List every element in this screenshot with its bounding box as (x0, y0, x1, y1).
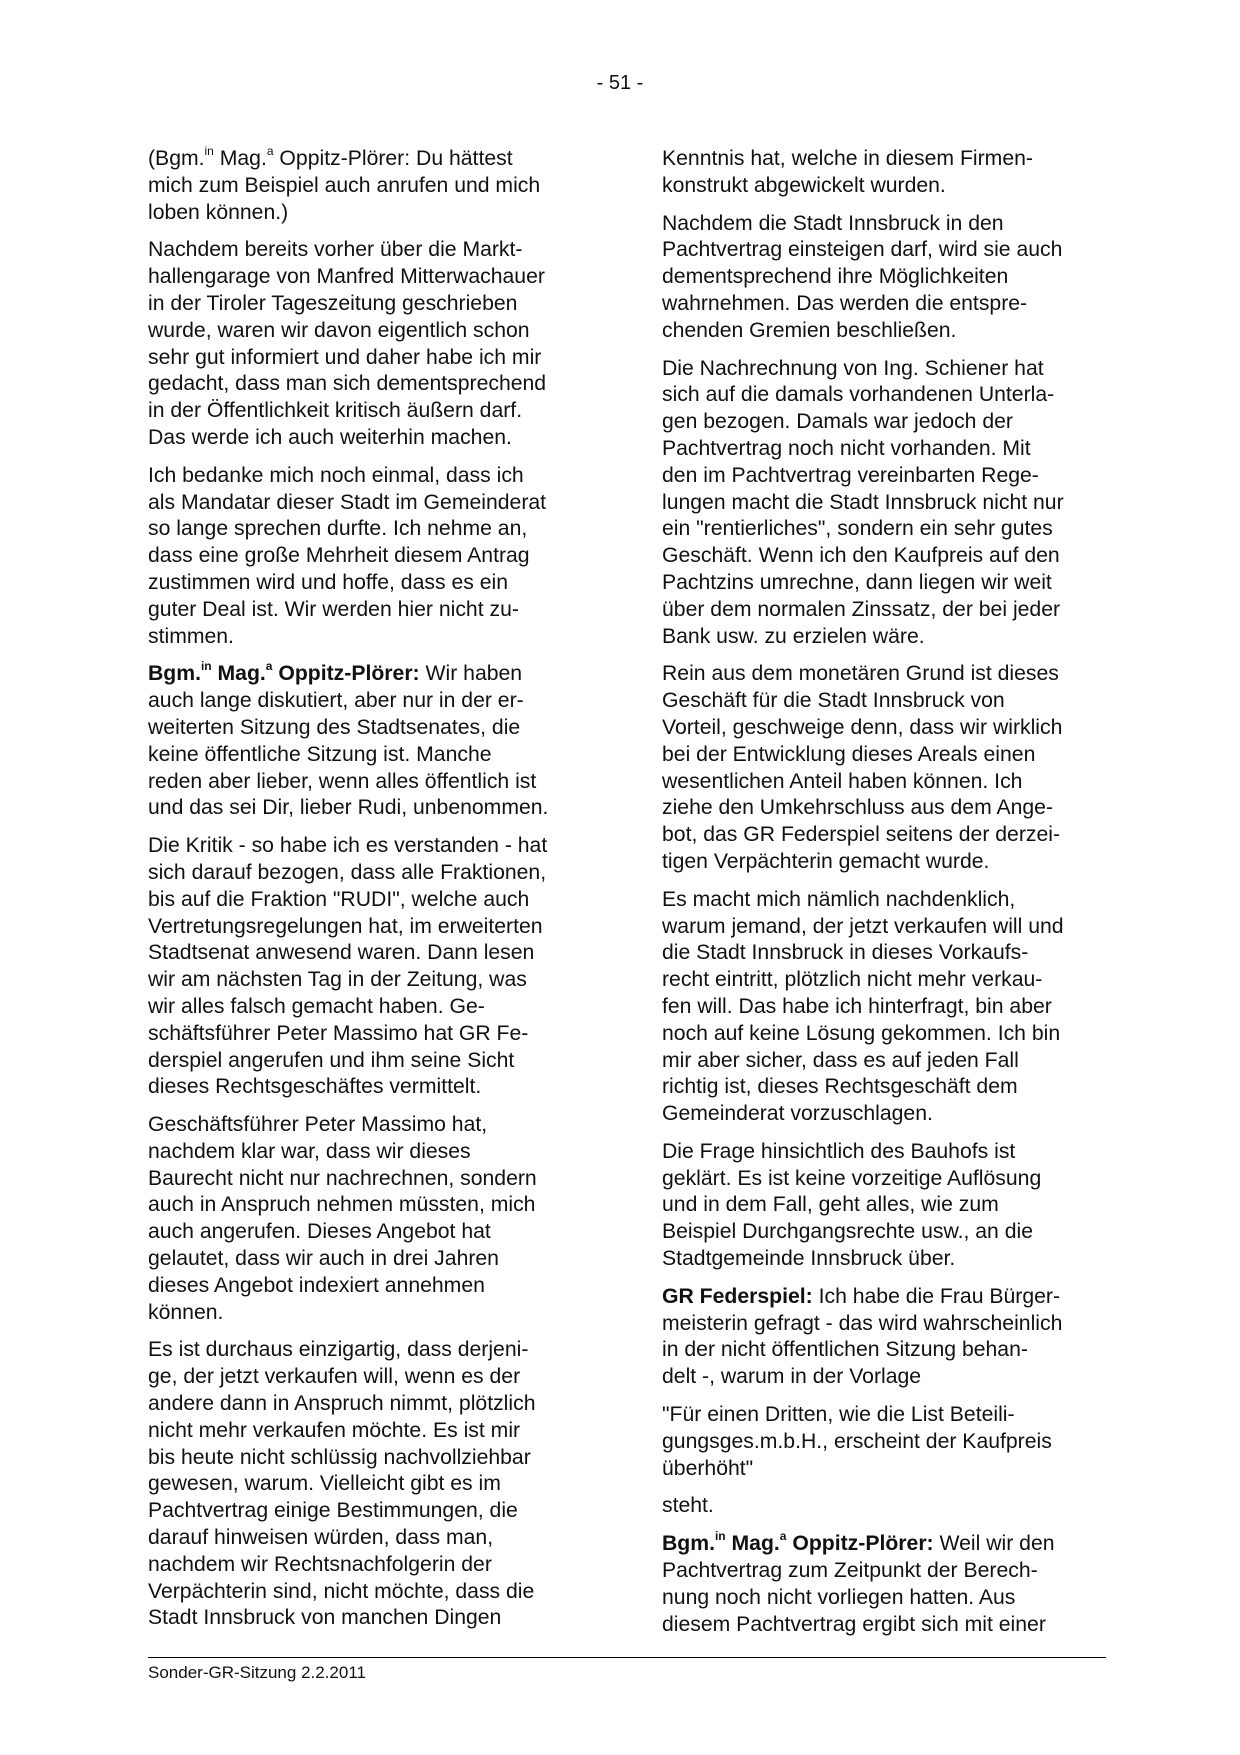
speech-text: Weil wir den Pachtvertrag zum Zeitpunkt der Berech- nung noch nicht vorliegen hatten. Aus diesem Pachtvertrag ergibt sich mit einer (662, 1532, 1055, 1636)
paragraph: Die Kritik - so habe ich es verstanden - hat sich darauf bezogen, dass alle Fraktionen, bis auf die Fraktion "RUDI", welche auch Vertretungsregelungen hat, im erweiterten Stadtsenat anwesend waren. Dann lesen wir am nächsten Tag in der Zeitung, was wir alles falsch gemacht haben. Ge- schäftsführer Peter Massimo hat GR Fe- derspiel angerufen und ihm seine Sicht dieses Rechtsgeschäftes vermittelt. (148, 834, 548, 1099)
right-column (662, 146, 1106, 1649)
speech-text: Ich habe die Frau Bürger- meisterin gefragt - das wird wahrscheinlich in der nicht öffentlichen Sitzung behan- delt -, warum in der Vorlage (662, 1284, 1063, 1389)
speaker-mid: Mag. (211, 662, 266, 686)
speech-text: Wir haben auch lange diskutiert, aber nur in der er- weiterten Sitzung des Stadtsenates, die keine öffentliche Sitzung ist. Manche reden aber lieber, wenn alles öffentlich ist und das sei Dir, lieber Rudi, unbenommen. (148, 662, 549, 820)
superscript-a: a (779, 1529, 787, 1544)
paragraph: Nachdem die Stadt Innsbruck in den Pachtvertrag einsteigen darf, wird sie auch dementsprechend ihre Möglichkeiten wahrnehmen. Das werden die entspre- chenden Gremien beschließen. (662, 211, 1063, 342)
speaker-name: Oppitz-Plörer: (272, 662, 420, 686)
paragraph-speech (662, 1284, 1106, 1391)
footer-divider (148, 1657, 1106, 1658)
paragraph: Kenntnis hat, welche in diesem Firmen- konstrukt abgewickelt wurden. (662, 147, 1033, 197)
paragraph: Die Frage hinsichtlich des Bauhofs ist geklärt. Es ist keine vorzeitige Auflösung und in dem Fall, geht alles, wie zum Beispiel Durchgangsrechte usw., an die Stadtgemeinde Innsbruck über. (662, 1139, 1042, 1271)
interjection-mid: Mag. (213, 147, 267, 170)
superscript-in: in (714, 1529, 726, 1544)
interjection-rest: Oppitz-Plörer: Du hättest mich zum Beispiel auch anrufen und mich loben können.) (148, 147, 541, 224)
paragraph-speech (148, 661, 588, 822)
paragraph: Die Nachrechnung von Ing. Schiener hat sich auf die damals vorhandenen Unterla- gen bezogen. Damals war jedoch der Pachtvertrag noch nicht vorhanden. Mit den im Pachtvertrag vereinbarten Rege- lungen macht die Stadt Innsbruck nicht nur ein "rentierliches", sondern ein sehr gutes Geschäft. Wenn ich den Kaufpreis auf den Pachtzins umrechne, dann liegen wir weit über dem normalen Zinssatz, der bei jeder Bank usw. zu erzielen wäre. (662, 356, 1064, 648)
speaker-label (148, 659, 420, 686)
paragraph: Geschäftsführer Peter Massimo hat, nachdem klar war, dass wir dieses Baurecht nicht nur nachrechnen, sondern auch in Anspruch nehmen müssten, mich auch angerufen. Dieses Angebot hat gelautet, dass wir auch in drei Jahren dieses Angebot indexiert annehmen können. (148, 1113, 537, 1324)
superscript-in: in (204, 143, 214, 158)
left-column (148, 143, 588, 1643)
quotation: "Für einen Dritten, wie die List Beteili- gungsges.m.b.H., erscheint der Kaufpreis überhöht" (662, 1403, 1052, 1480)
page-number: - 51 - (596, 72, 644, 94)
interjection-open: (Bgm. (148, 147, 205, 170)
paragraph: steht. (662, 1494, 714, 1518)
paragraph-interjection (148, 143, 588, 226)
speaker-mid: Mag. (725, 1532, 780, 1556)
paragraph: Nachdem bereits vorher über die Markt- hallengarage von Manfred Mitterwachauer in der Tiroler Tageszeitung geschrieben wurde, waren wir davon eigentlich schon sehr gut informiert und daher habe ich mir gedacht, dass man sich dementsprechend in der Öffentlichkeit kritisch äußern darf. Das werde ich auch weiterhin machen. (148, 238, 547, 449)
paragraph-speech (662, 1531, 1106, 1638)
paragraph: Rein aus dem monetären Grund ist dieses Geschäft für die Stadt Innsbruck von Vorteil, geschweige denn, dass wir wirklich bei der Entwicklung dieses Areals einen wesentlichen Anteil haben können. Ich ziehe den Umkehrschluss aus dem Ange- bot, das GR Federspiel seitens der derzei- tigen Verpächterin gemacht wurde. (662, 662, 1063, 873)
paragraph: Es ist durchaus einzigartig, dass derjeni- ge, der jetzt verkaufen will, wenn es der andere dann in Anspruch nimmt, plötzlich nicht mehr verkaufen möchte. Es ist mir bis heute nicht schlüssig nachvollziehbar gewesen, warum. Vielleicht gibt es im Pachtvertrag einige Bestimmungen, die darauf hinweisen würden, dass man, nachdem wir Rechtsnachfolgerin der Verpächterin sind, nicht möchte, dass die Stadt Innsbruck von manchen Dingen (148, 1338, 536, 1630)
superscript-a: a (266, 143, 274, 158)
speaker-label: GR Federspiel: (662, 1284, 813, 1308)
paragraph: Ich bedanke mich noch einmal, dass ich als Mandatar dieser Stadt im Gemeinderat so lange sprechen durfte. Ich nehme an, dass eine große Mehrheit diesem Antrag zustimmen wird und hoffe, dass es ein guter Deal ist. Wir werden hier nicht zu- stimmen. (148, 463, 547, 648)
superscript-a: a (265, 659, 273, 674)
speaker-prefix: Bgm. (148, 662, 201, 686)
speaker-name: Oppitz-Plörer: (786, 1532, 934, 1556)
speaker-label (662, 1529, 934, 1556)
speaker-prefix: Bgm. (662, 1532, 715, 1556)
footer-text: Sonder-GR-Sitzung 2.2.2011 (148, 1663, 366, 1682)
superscript-in: in (200, 659, 212, 674)
paragraph: Es macht mich nämlich nachdenklich, warum jemand, der jetzt verkaufen will und die Stadt Innsbruck in dieses Vorkaufs- recht eintritt, plötzlich nicht mehr verkau- fen will. Das habe ich hinterfragt, bin aber noch auf keine Lösung gekommen. Ich bin mir aber sicher, dass es auf jeden Fall richtig ist, dieses Rechtsgeschäft dem Gemeinderat vorzuschlagen. (662, 887, 1064, 1126)
